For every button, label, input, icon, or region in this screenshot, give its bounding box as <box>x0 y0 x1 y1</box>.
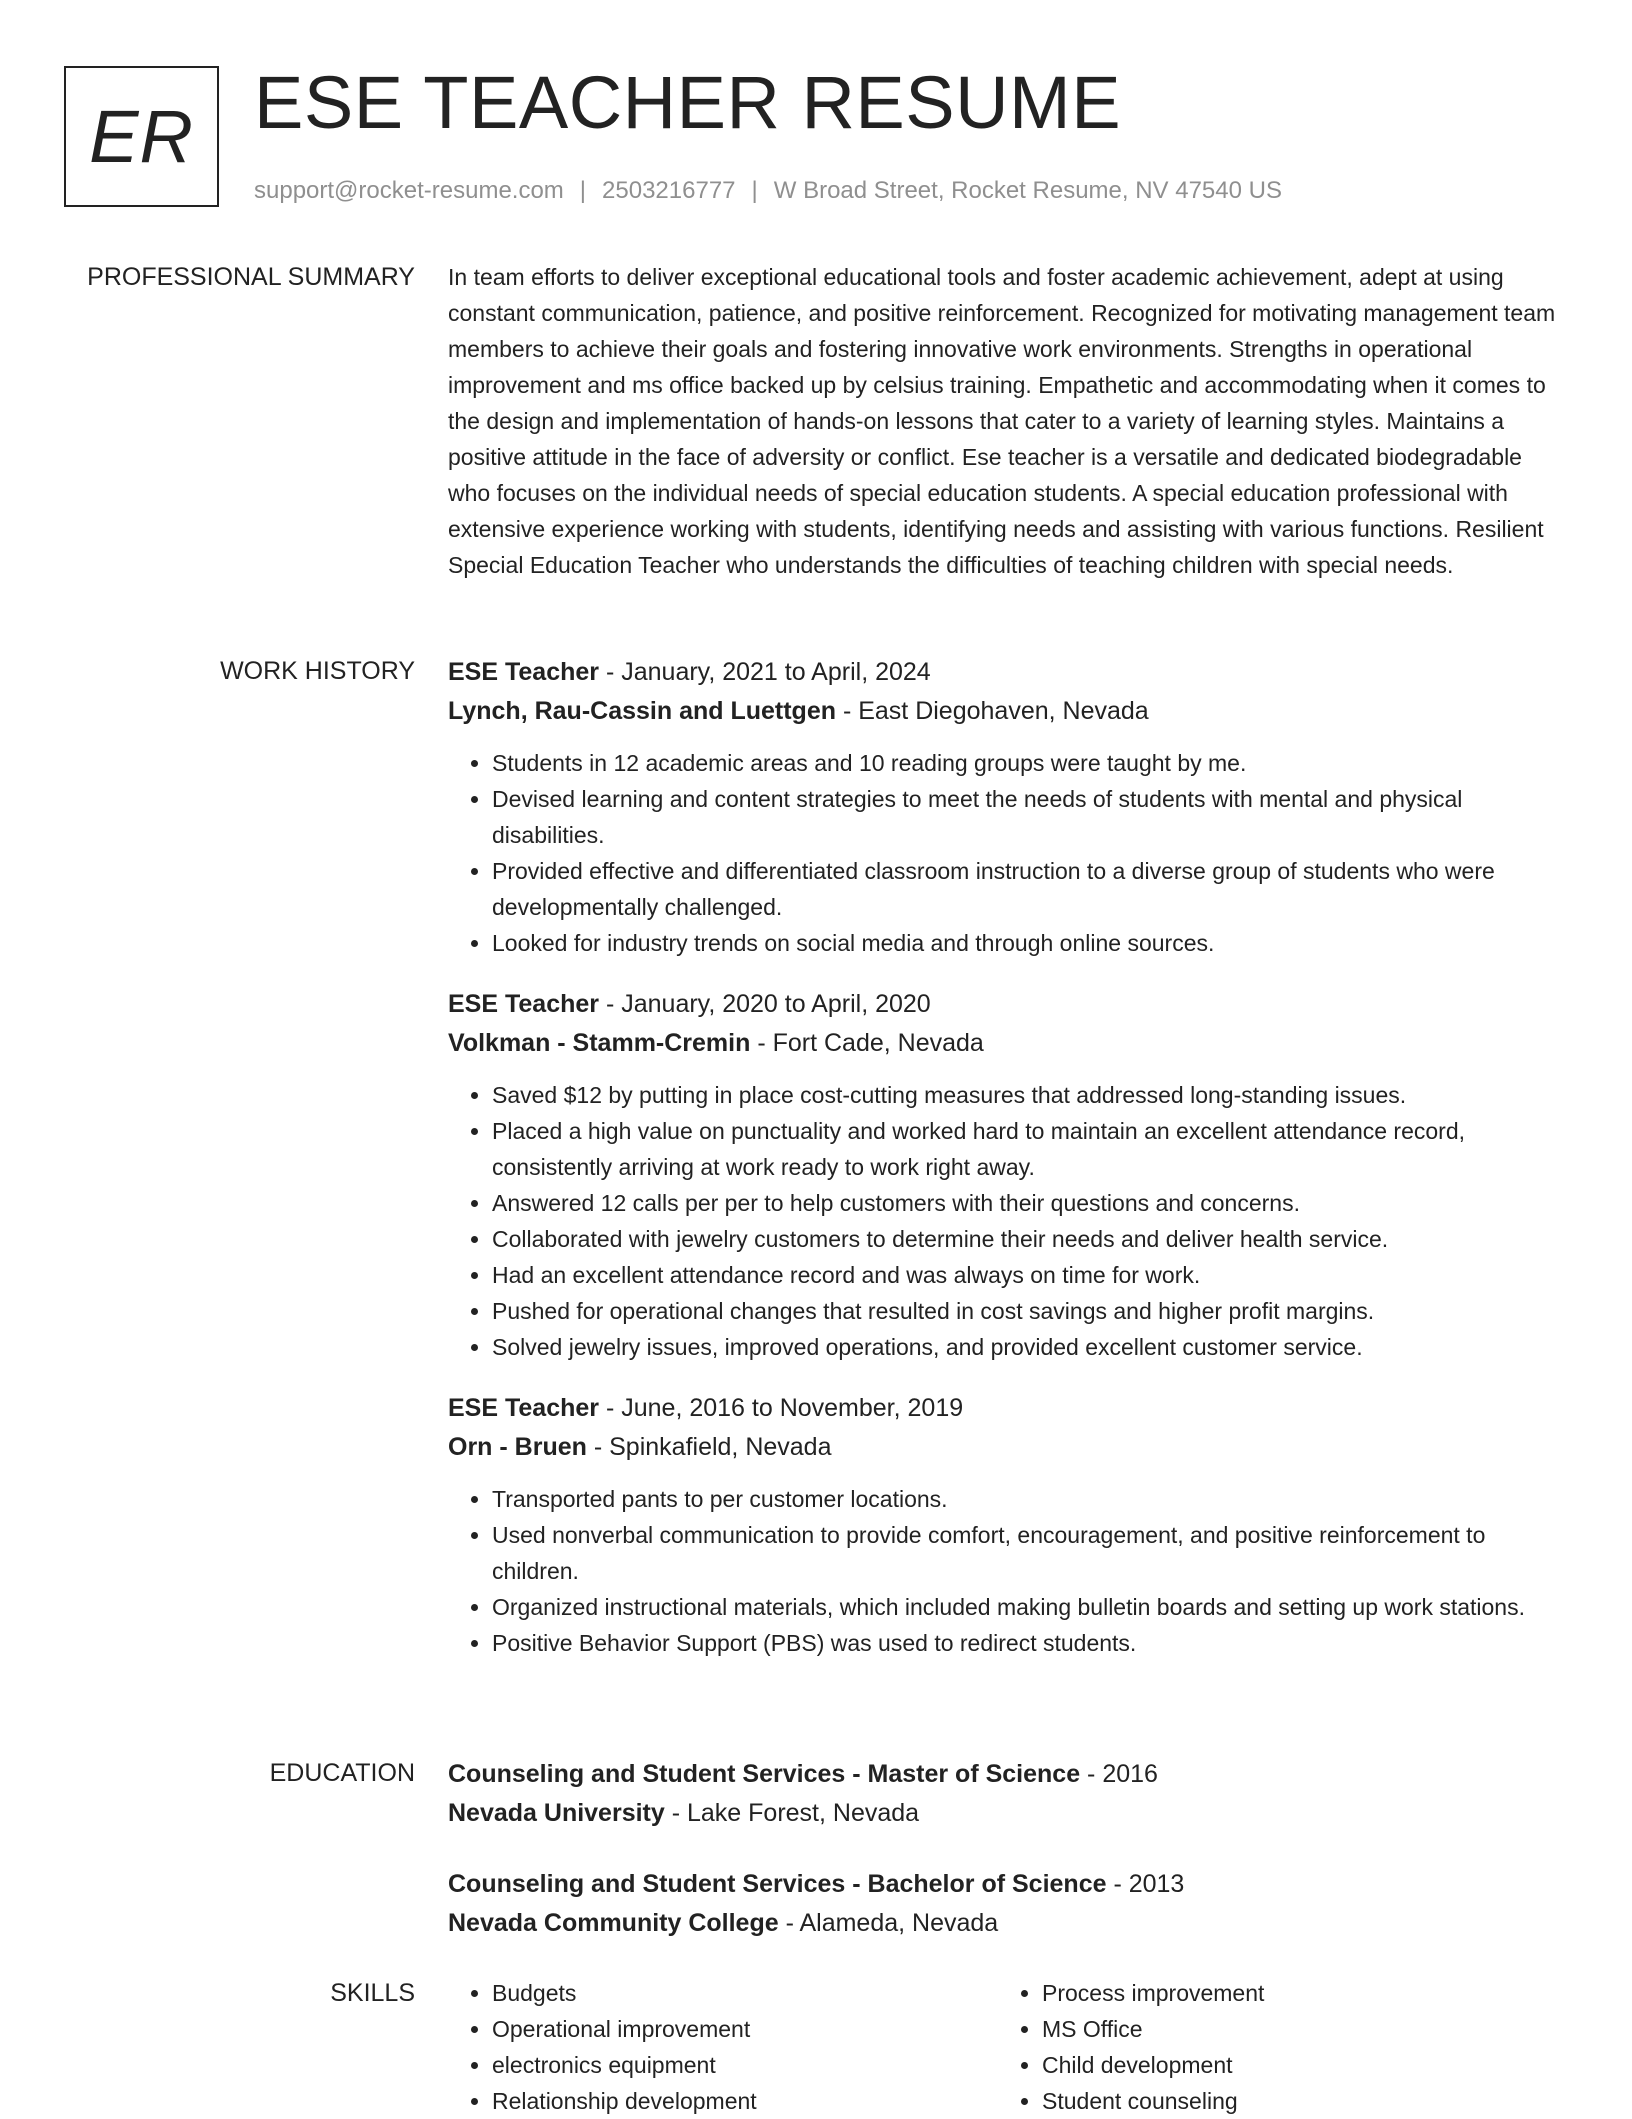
job-title: ESE Teacher <box>448 658 600 686</box>
list-item: • Transported pants to per customer locations. <box>492 1481 1568 1517</box>
education-entry <box>448 1865 1568 1943</box>
monogram-logo: ER <box>64 66 219 207</box>
contact-separator: | <box>751 177 758 204</box>
job-title: ESE Teacher <box>448 1394 600 1422</box>
job-company-line <box>448 1428 1568 1467</box>
skill-item: • Operational improvement <box>492 2011 998 2047</box>
skills-column-right <box>998 1975 1548 2119</box>
school-name: Nevada Community College <box>448 1909 779 1937</box>
job-location: - East Diegohaven, Nevada <box>836 697 1149 725</box>
job-dates: - June, 2016 to November, 2019 <box>599 1394 964 1422</box>
skill-item: • Budgets <box>492 1975 998 2011</box>
job-dates: - January, 2021 to April, 2024 <box>599 658 931 686</box>
contact-address: W Broad Street, Rocket Resume, NV 47540 US <box>773 177 1282 204</box>
job-company-line <box>448 692 1568 731</box>
summary-text: In team efforts to deliver exceptional educational tools and foster academic achievement, adept at using constant communication, patience, and positive reinforcement. Recognized for motivating management team members to achieve their goals and fostering innovative work environments. Strengths in operational improvement and ms office backed up by celsius training. Empathetic and accommodating when it comes to the design and implementation of hands-on lessons that cater to a variety of learning styles. Maintains a positive attitude in the face of adversity or conflict. Ese teacher is a versatile and dedicated biodegradable who focuses on the individual needs of special education students. A special education professional with extensive experience working with students, identifying needs and assisting with various functions. Resilient Special Education Teacher who understands the difficulties of teaching children with special needs. <box>448 264 1556 578</box>
list-item: • Devised learning and content strategies to meet the needs of students with mental and physical disabilities. <box>492 781 1568 853</box>
job-title-line <box>448 985 1568 1024</box>
school-name: Nevada University <box>448 1799 665 1827</box>
work-history-heading: WORK HISTORY <box>220 657 415 685</box>
list-item: • Looked for industry trends on social media and through online sources. <box>492 925 1568 961</box>
degree-year: - 2016 <box>1080 1760 1158 1788</box>
job-title-line <box>448 653 1568 692</box>
skill-item: • MS Office <box>1042 2011 1548 2047</box>
list-item: • Organized instructional materials, which included making bulletin boards and setting up work stations. <box>492 1589 1568 1625</box>
list-item: • Had an excellent attendance record and was always on time for work. <box>492 1257 1568 1293</box>
skills-grid <box>448 1975 1568 2119</box>
skills-heading: SKILLS <box>330 1979 415 2007</box>
job-bullets <box>448 1481 1568 1661</box>
summary-heading: PROFESSIONAL SUMMARY <box>87 263 415 291</box>
skill-item: • Child development <box>1042 2047 1548 2083</box>
list-item: • Positive Behavior Support (PBS) was used to redirect students. <box>492 1625 1568 1661</box>
contact-email: support@rocket-resume.com <box>254 177 564 204</box>
skill-item: • Process improvement <box>1042 1975 1548 2011</box>
job-dates: - January, 2020 to April, 2020 <box>599 990 931 1018</box>
list-item: • Placed a high value on punctuality and worked hard to maintain an excellent attendance record, consistently arriving at work ready to work right away. <box>492 1113 1568 1185</box>
summary-body <box>448 259 1568 583</box>
degree-name: Counseling and Student Services - Master of Science <box>448 1760 1081 1788</box>
job-company-line <box>448 1024 1568 1063</box>
skills-column-left <box>448 1975 998 2119</box>
list-item: • Solved jewelry issues, improved operations, and provided excellent customer service. <box>492 1329 1568 1365</box>
job-entry <box>448 1389 1568 1661</box>
job-company: Volkman - Stamm-Cremin <box>448 1029 751 1057</box>
job-company: Orn - Bruen <box>448 1433 587 1461</box>
list-item: • Students in 12 academic areas and 10 reading groups were taught by me. <box>492 745 1568 781</box>
school-location: - Lake Forest, Nevada <box>664 1799 920 1827</box>
list-item: • Saved $12 by putting in place cost-cutting measures that addressed long-standing issues. <box>492 1077 1568 1113</box>
job-location: - Fort Cade, Nevada <box>750 1029 984 1057</box>
school-line <box>448 1904 1568 1943</box>
degree-name: Counseling and Student Services - Bachelor of Science <box>448 1870 1107 1898</box>
list-item: • Collaborated with jewelry customers to determine their needs and deliver health service. <box>492 1221 1568 1257</box>
page-title: ESE TEACHER RESUME <box>254 61 1122 144</box>
education-entry <box>448 1755 1568 1833</box>
job-location: - Spinkafield, Nevada <box>586 1433 832 1461</box>
job-entry <box>448 985 1568 1365</box>
contact-line <box>254 174 1282 208</box>
contact-separator: | <box>579 177 587 204</box>
work-history-body <box>448 653 1568 1685</box>
job-title-line <box>448 1389 1568 1428</box>
job-entry <box>448 653 1568 961</box>
skills-body <box>448 1975 1568 2119</box>
education-body <box>448 1755 1568 1975</box>
skill-item: • Student counseling <box>1042 2083 1548 2119</box>
list-item: • Used nonverbal communication to provide comfort, encouragement, and positive reinforcement to children. <box>492 1517 1568 1589</box>
school-location: - Alameda, Nevada <box>778 1909 999 1937</box>
list-item: • Provided effective and differentiated classroom instruction to a diverse group of students who were developmentally challenged. <box>492 853 1568 925</box>
job-title: ESE Teacher <box>448 990 600 1018</box>
degree-line <box>448 1865 1568 1904</box>
skill-item: • Relationship development <box>492 2083 998 2119</box>
job-company: Lynch, Rau-Cassin and Luettgen <box>448 697 837 725</box>
degree-year: - 2013 <box>1106 1870 1185 1898</box>
skill-item: • electronics equipment <box>492 2047 998 2083</box>
list-item: • Pushed for operational changes that resulted in cost savings and higher profit margins. <box>492 1293 1568 1329</box>
job-bullets <box>448 1077 1568 1365</box>
school-line <box>448 1794 1568 1833</box>
degree-line <box>448 1755 1568 1794</box>
job-bullets <box>448 745 1568 961</box>
education-heading: EDUCATION <box>269 1759 415 1787</box>
list-item: • Answered 12 calls per per to help customers with their questions and concerns. <box>492 1185 1568 1221</box>
contact-phone: 2503216777 <box>602 177 736 204</box>
